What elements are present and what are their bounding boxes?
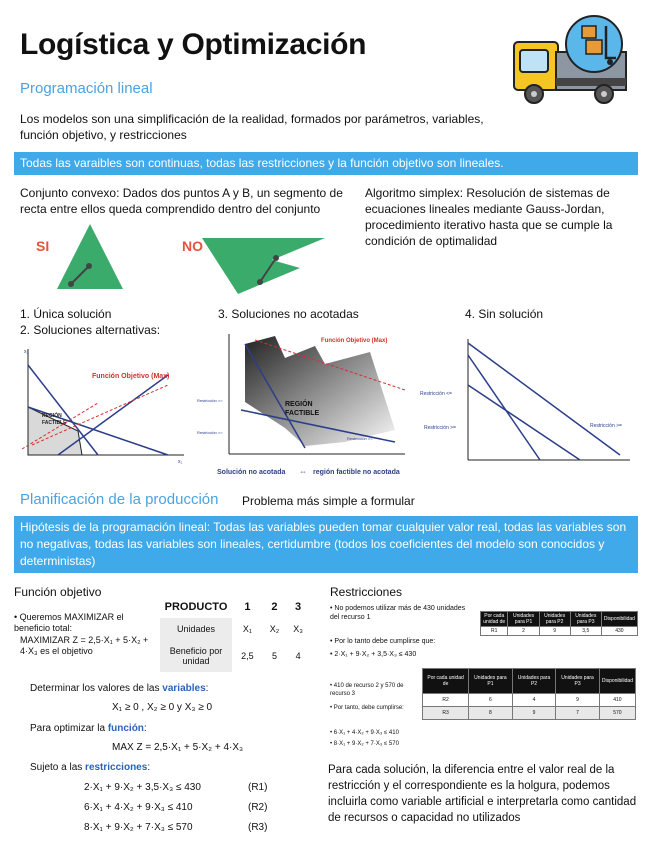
determinar-key: variables — [162, 683, 206, 694]
caption-arrow: ⇔ — [299, 467, 307, 476]
nonconvex-figure — [200, 220, 330, 300]
restr-bullet-3: • 2·X₁ + 9·X₂ + 3,5·X₃ ≤ 430 — [330, 651, 417, 658]
svg-text:FACTIBLE: FACTIBLE — [42, 420, 67, 426]
section-heading-programacion: Programación lineal — [20, 80, 153, 97]
planificacion-subtitle: Problema más simple a formular — [242, 494, 415, 508]
caption-unbounded-a: Solución no acotada — [217, 469, 286, 476]
case-alternative: 2. Soluciones alternativas: — [20, 323, 161, 337]
rt2-h3: Unidades para P3 — [556, 669, 600, 694]
intro-text: Los modelos son una simplificación de la realidad, formados por parámetros, variables, función objetivo, y restricciones — [20, 112, 484, 142]
fobj-maxline: MAXIMIZAR Z = 2,5·X₁ + 5·X₂ + 4·X₃ es el objetivo — [20, 635, 149, 656]
restr-bullet-2: • Por lo tanto debe cumplirse que: — [330, 638, 436, 645]
objective-eq: MAX Z = 2,5·X₁ + 5·X₂ + 4·X₃ — [112, 742, 244, 753]
caption-unbounded-b: región factible no acotada — [313, 469, 400, 476]
fo-label-2: Función Objetivo (Max) — [321, 338, 388, 344]
product-header: PRODUCTO — [164, 601, 228, 613]
table-cell: Beneficio por unidad — [160, 640, 232, 672]
svg-text:REGIÓN: REGIÓN — [285, 401, 313, 408]
determinar-prefix: Determinar los valores de las — [30, 683, 163, 694]
optimizar-prefix: Para optimizar la — [30, 723, 108, 734]
table-cell: 2,5 — [241, 651, 254, 661]
section-heading-planificacion: Planificación de la producción — [20, 491, 219, 508]
restr-bullet-7: • 8·X₁ + 9·X₂ + 7·X₃ ≤ 570 — [330, 741, 399, 747]
table-cell: 430 — [601, 627, 637, 636]
page-title: Logística y Optimización — [20, 28, 367, 61]
product-col-3: 3 — [295, 601, 302, 613]
table-cell: 9 — [512, 707, 556, 720]
determinar-line: Determinar los valores de las variables: — [30, 683, 209, 694]
rt2-h2: Unidades para P2 — [512, 669, 556, 694]
constraint-r1-tag: (R1) — [248, 782, 268, 793]
optimizar-line: Para optimizar la función: — [30, 723, 147, 734]
table-cell: R3 — [423, 707, 469, 720]
restr-heading: Restricciones — [330, 585, 403, 599]
table-cell: 4 — [295, 651, 301, 661]
case-unbounded: 3. Soluciones no acotadas — [218, 307, 359, 321]
case-no-solution: 4. Sin solución — [465, 307, 544, 321]
product-table — [160, 596, 310, 672]
table-cell: 9 — [539, 627, 570, 636]
table-cell: 2 — [508, 627, 539, 636]
y-axis-label: x₂ — [24, 349, 29, 355]
holgura-text: Para cada solución, la diferencia entre el valor real de la restricción y el correspondiente es la holgura, podemos incluirla como variable artificial e interpretarla como cantidad de recursos o capacidad no utilizados — [328, 764, 637, 824]
delivery-truck-icon — [512, 14, 630, 110]
info-band-hipotesis: Hipótesis de la programación lineal: Todas las variables pueden tomar cualquier valor real, todas las variables son no negativas, todas las variables son lineales, certidumbre (todos los coeficientes del modelo son conocidos y deterministas) — [14, 516, 638, 573]
variables-eq: X₁ ≥ 0 , X₂ ≥ 0 y X₃ ≥ 0 — [112, 702, 213, 713]
resource-table-1 — [480, 611, 638, 636]
x-axis-label: x₁ — [178, 459, 183, 465]
no-label: NO — [182, 238, 203, 254]
restr-bullet-5-text: Por tanto, debe cumplirse: — [333, 705, 404, 711]
case-unique: 1. Única solución — [20, 307, 112, 321]
restr-le-label: Restricción <= — [420, 391, 452, 397]
table-cell: R1 — [481, 627, 508, 636]
fobj-bullet-text: Queremos MAXIMIZAR el beneficio total: — [14, 612, 124, 633]
graph-no-solution — [420, 335, 635, 470]
product-col-1: 1 — [244, 601, 251, 613]
graph-unbounded — [195, 330, 410, 480]
convex-definition: Conjunto convexo: Dados dos puntos A y B, un segmento de recta entre ellos queda comprendido dentro del conjunto — [20, 186, 343, 216]
svg-text:FACTIBLE: FACTIBLE — [285, 410, 320, 417]
product-col-2: 2 — [271, 601, 278, 613]
rt2-h1: Unidades para P1 — [469, 669, 513, 694]
simplex-definition: Algoritmo simplex: Resolución de sistemas de ecuaciones lineales mediante Gauss-Jordan, procedimiento iterativo hasta que se cumple la condición de optimalidad — [365, 186, 613, 248]
sujeto-line: Sujeto a las restricciones: — [30, 762, 151, 773]
table-cell: 4 — [512, 694, 556, 707]
restr-bullet-2-text: Por lo tanto debe cumplirse que: — [334, 638, 436, 645]
fobj-heading: Función objetivo — [14, 585, 102, 599]
table-cell: 6 — [469, 694, 513, 707]
rt2-h4: Disponibilidad — [599, 669, 635, 694]
svg-text:Restricción >=: Restricción >= — [197, 430, 223, 435]
resource-table-2 — [422, 668, 636, 720]
svg-text:Restricción >=: Restricción >= — [347, 436, 373, 441]
sujeto-key: restricciones — [85, 762, 148, 773]
table-cell: X₃ — [293, 624, 303, 634]
table-cell: 410 — [599, 694, 635, 707]
sujeto-prefix: Sujeto a las — [30, 762, 86, 773]
table-cell: 3,5 — [570, 627, 601, 636]
constraint-r2-tag: (R2) — [248, 802, 268, 813]
table-cell: X₁ — [242, 624, 252, 634]
restr-bullet-4-text: 410 de recurso 2 y 570 de recurso 3 — [330, 683, 404, 697]
constraint-r3: 8·X₁ + 9·X₂ + 7·X₃ ≤ 570 — [84, 822, 193, 833]
restr-bullet-1-text: No podemos utilizar más de 430 unidades del recurso 1 — [330, 605, 466, 621]
rt2-h0: Por cada unidad de — [423, 669, 469, 694]
table-cell: 7 — [556, 707, 600, 720]
constraint-r1: 2·X₁ + 9·X₂ + 3,5·X₃ ≤ 430 — [84, 782, 201, 793]
table-cell: 9 — [556, 694, 600, 707]
restr-bullet-1: • No podemos utilizar más de 430 unidades del recurso 1 — [330, 605, 466, 621]
convex-triangle-figure — [55, 222, 125, 292]
rt1-h1: Unidades para P1 — [508, 612, 539, 627]
svg-text:Restricción >=: Restricción >= — [590, 423, 622, 429]
table-cell: R2 — [423, 694, 469, 707]
rt1-h2: Unidades para P2 — [539, 612, 570, 627]
constraint-r2: 6·X₁ + 4·X₂ + 9·X₃ ≤ 410 — [84, 802, 193, 813]
restr-bullet-4: • 410 de recurso 2 y 570 de recurso 3 — [330, 683, 404, 697]
table-cell: 8 — [469, 707, 513, 720]
fo-label: Función Objetivo (Max) — [92, 373, 170, 380]
constraint-r3-tag: (R3) — [248, 822, 268, 833]
rt1-h3: Unidades para P3 — [570, 612, 601, 627]
fobj-bullet: • Queremos MAXIMIZAR el beneficio total: — [14, 612, 124, 633]
restr-bullet-7-text: 8·X₁ + 9·X₂ + 7·X₃ ≤ 570 — [333, 741, 399, 747]
table-cell: 570 — [599, 707, 635, 720]
graph-unique-solution — [18, 345, 188, 465]
table-cell: Unidades — [160, 618, 232, 640]
restr-bullet-5: • Por tanto, debe cumplirse: — [330, 705, 404, 711]
rt1-h4: Disponibilidad — [601, 612, 637, 627]
svg-text:Restricción >=: Restricción >= — [197, 398, 223, 403]
optimizar-key: función — [107, 723, 144, 734]
restr-bullet-6-text: 6·X₁ + 4·X₂ + 9·X₃ ≤ 410 — [333, 730, 399, 736]
si-label: SI — [36, 238, 50, 254]
table-cell: X₂ — [269, 624, 280, 634]
info-band-lineal: Todas las varaibles son continuas, todas las restricciones y la función objetivo son lineales. — [14, 152, 638, 175]
restr-ge-label: Restricción >= — [424, 425, 456, 431]
restr-bullet-6: • 6·X₁ + 4·X₂ + 9·X₃ ≤ 410 — [330, 730, 399, 736]
rt1-h0: Por cada unidad de — [481, 612, 508, 627]
svg-text:REGIÓN: REGIÓN — [42, 413, 62, 419]
table-cell: 5 — [271, 651, 277, 661]
restr-bullet-3-text: 2·X₁ + 9·X₂ + 3,5·X₃ ≤ 430 — [334, 651, 417, 658]
